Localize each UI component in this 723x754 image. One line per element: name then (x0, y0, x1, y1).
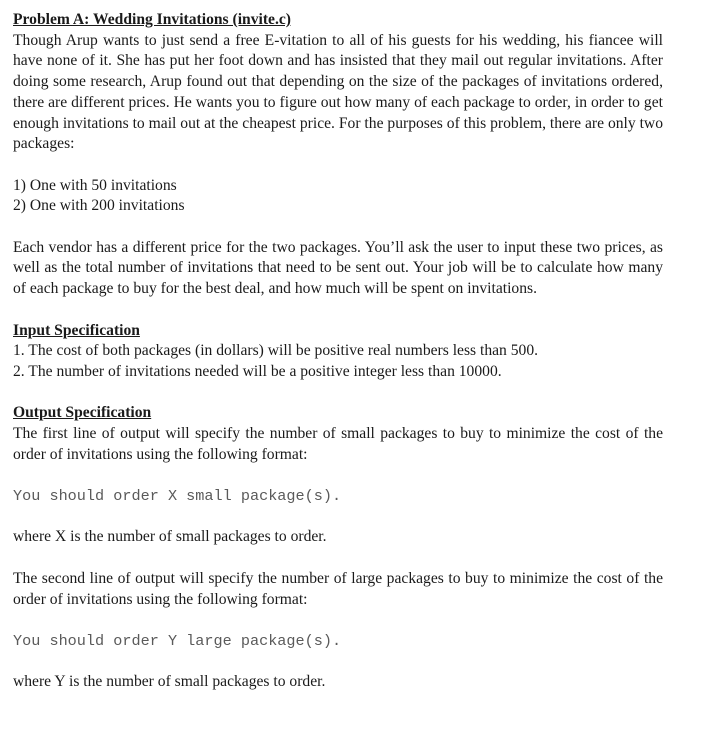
intro-paragraph: Though Arup wants to just send a free E-vitation to all of his guests for his wedding, his fiancee will have none of it. She has put her foot down and has insisted that they mail out regular invitations. After doing some research, Arup found out that depending on the size of the packages of invitations ordered, there are different prices. He wants you to figure out how many of each package to order, in order to get enough invitations to mail out at the cheapest price. For the purposes of this problem, there are only two packages: (13, 31, 663, 153)
problem-document (13, 10, 663, 693)
output-spec-heading: Output Specification (13, 404, 152, 422)
spacer (13, 652, 663, 673)
spacer (13, 507, 663, 528)
spacer (13, 217, 663, 238)
spacer (13, 465, 663, 486)
package-item: 1) One with 50 invitations (13, 176, 177, 194)
output-second-line-description: The second line of output will specify the number of large packages to buy to minimize the cost of the order of invitations using the following format: (13, 569, 663, 608)
vendor-paragraph: Each vendor has a different price for the two packages. You’ll ask the user to input these two prices, as well as the total number of invitations that need to be sent out. Your job will be to calculate how many of each package to buy for the best deal, and how much will be spent on invitations. (13, 238, 663, 298)
spacer (13, 610, 663, 631)
spacer (13, 155, 663, 176)
input-spec-item: 2. The number of invitations needed will be a positive integer less than 10000. (13, 362, 502, 380)
output-first-where: where X is the number of small packages to order. (13, 528, 327, 546)
spacer (13, 383, 663, 404)
output-first-format: You should order X small package(s). (13, 487, 342, 506)
problem-title: Problem A: Wedding Invitations (invite.c) (13, 11, 291, 28)
input-spec-heading: Input Specification (13, 321, 140, 339)
spacer (13, 300, 663, 321)
output-second-format: You should order Y large package(s). (13, 631, 342, 650)
output-first-line-description: The first line of output will specify the number of small packages to buy to minimize the cost of the order of invitations using the following format: (13, 425, 663, 463)
spacer (13, 548, 663, 569)
output-second-where: where Y is the number of small packages to order. (13, 673, 326, 691)
input-spec-item: 1. The cost of both packages (in dollars) will be positive real numbers less than 500. (13, 342, 539, 360)
package-item: 2) One with 200 invitations (13, 197, 185, 215)
output-specification (13, 403, 663, 693)
package-list (13, 176, 663, 217)
input-specification (13, 321, 663, 383)
